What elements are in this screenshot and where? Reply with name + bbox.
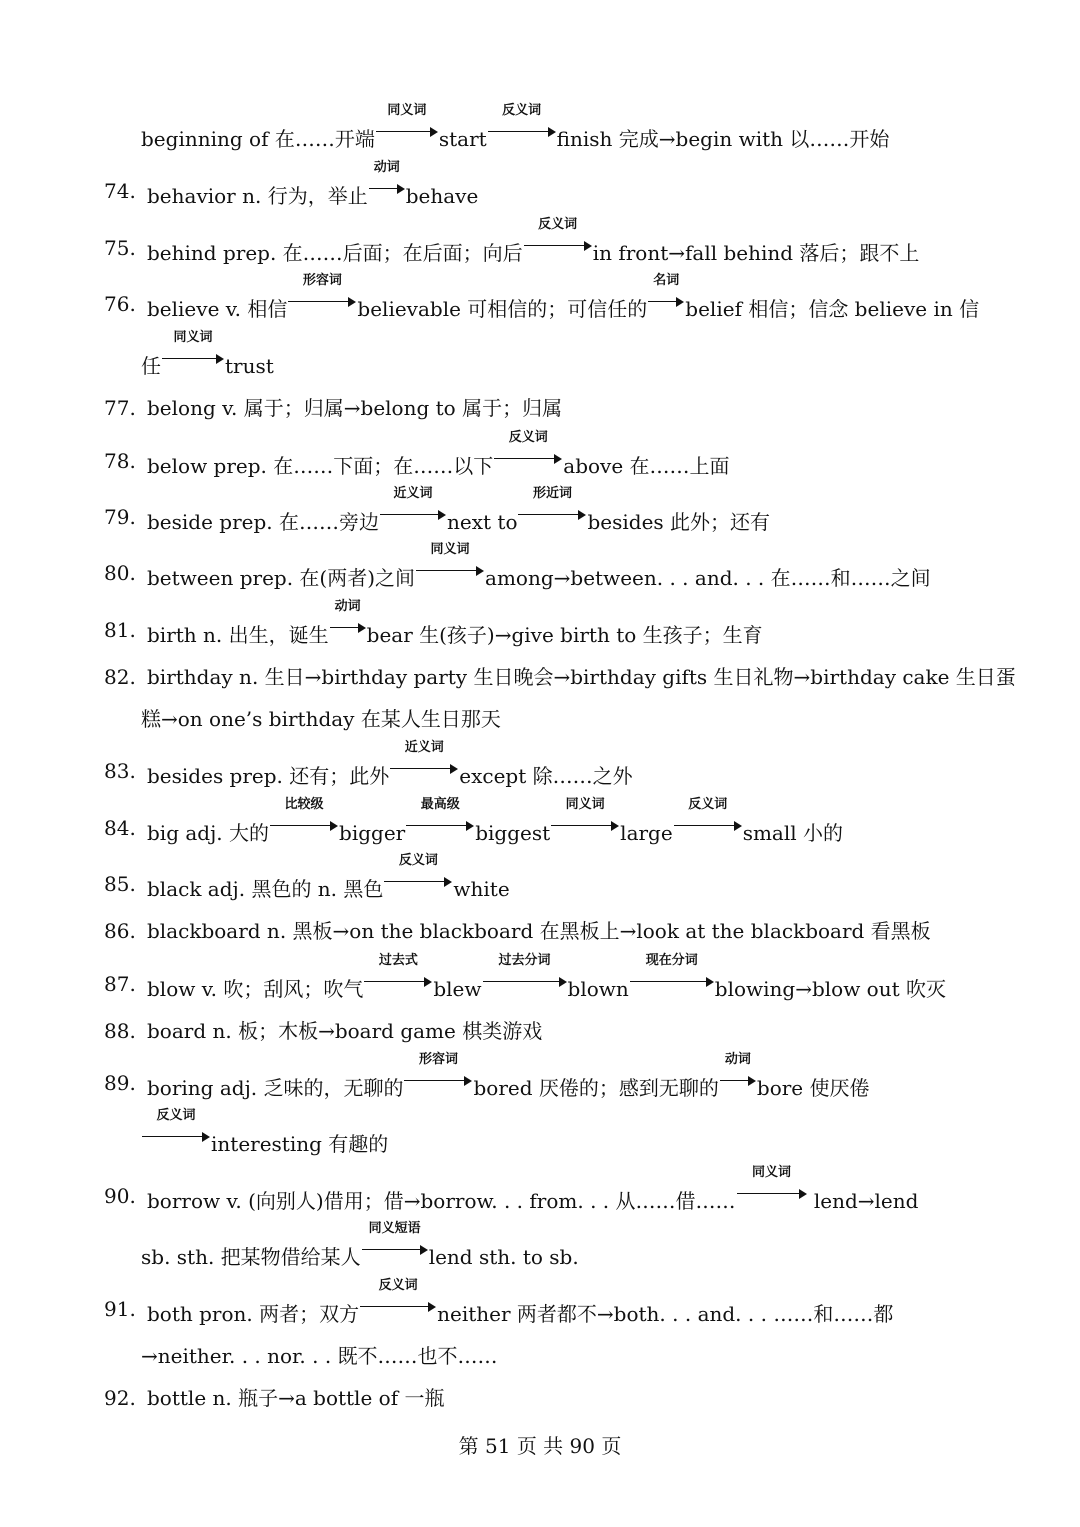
relation-label: 形容词 — [418, 1052, 458, 1067]
entry-segment: board n. 板；木板→board game 棋类游戏 — [147, 1019, 543, 1043]
entry-segment: below prep. 在……下面；在……以下 — [147, 454, 494, 478]
entry-text — [147, 1386, 444, 1410]
entry-number: 92. — [104, 1386, 136, 1410]
entry-segment: bored 厌倦的；感到无聊的 — [473, 1076, 719, 1100]
entry-segment: belief 相信；信念 believe in 信 — [685, 297, 980, 321]
entry-number: 86. — [104, 919, 136, 943]
relation-arrow-icon — [360, 1278, 436, 1321]
relation-label: 近义词 — [404, 740, 444, 755]
entry-text — [147, 1165, 919, 1213]
entry-segment: finish 完成→begin with 以……开始 — [556, 127, 890, 151]
entry-number: 90. — [104, 1184, 136, 1208]
relation-label: 同义词 — [173, 330, 213, 345]
relation-label: 同义词 — [565, 797, 605, 812]
entry-segment: lend sth. to sb. — [428, 1245, 579, 1269]
relation-arrow-icon — [416, 542, 484, 585]
entry-text — [147, 953, 946, 1001]
relation-arrow-icon — [380, 486, 446, 529]
relation-label: 过去式 — [378, 953, 418, 968]
entry-number: 75. — [104, 236, 136, 260]
entry-segment: behavior n. 行为，举止 — [147, 184, 368, 208]
entry-text — [147, 853, 510, 901]
relation-arrow-icon — [376, 103, 438, 146]
relation-arrow-icon — [488, 103, 556, 146]
entry-segment: believe v. 相信 — [147, 297, 288, 321]
entry-number: 91. — [104, 1297, 136, 1321]
entry-segment: besides 此外；还有 — [587, 510, 771, 534]
relation-arrow-icon — [404, 1052, 472, 1095]
entry-number: 77. — [104, 396, 136, 420]
relation-label: 形容词 — [302, 273, 342, 288]
entry-segment: bear 生(孩子)→give birth to 生孩子；生育 — [366, 623, 763, 647]
relation-label: 比较级 — [284, 797, 324, 812]
entry-text — [147, 665, 1016, 689]
entry-segment: above 在……上面 — [563, 454, 730, 478]
relation-label: 反义词 — [538, 217, 578, 232]
entry-number: 87. — [104, 972, 136, 996]
entry-segment: beside prep. 在……旁边 — [147, 510, 380, 534]
entry-segment: boring adj. 乏味的，无聊的 — [147, 1076, 404, 1100]
relation-arrow-icon — [648, 273, 684, 316]
entry-segment: behave — [405, 184, 479, 208]
entry-segment: black adj. 黑色的 n. 黑色 — [147, 877, 384, 901]
entry-text — [147, 797, 844, 845]
entry-segment: next to — [447, 510, 518, 534]
entry-segment: 糕→on one’s birthday 在某人生日那天 — [141, 707, 501, 731]
entry-segment: believable 可相信的；可信任的 — [357, 297, 648, 321]
relation-arrow-icon — [270, 797, 338, 840]
entry-text — [147, 217, 920, 265]
entry-segment: neither 两者都不→both. . . and. . . ……和……都 — [437, 1302, 894, 1326]
entry-text — [147, 430, 730, 478]
relation-label: 反义词 — [398, 853, 438, 868]
entry-segment: small 小的 — [742, 821, 844, 845]
entry-segment: trust — [225, 354, 274, 378]
entry-segment: behind prep. 在……后面；在后面；向后 — [147, 241, 523, 265]
entry-text — [147, 1052, 870, 1100]
relation-label: 反义词 — [508, 430, 548, 445]
entry-text — [147, 599, 763, 647]
entry-text — [141, 707, 501, 731]
entry-text — [147, 1278, 894, 1326]
relation-arrow-icon — [524, 217, 592, 260]
relation-arrow-icon — [330, 599, 366, 642]
entry-segment: between prep. 在(两者)之间 — [147, 566, 416, 590]
entry-number: 88. — [104, 1019, 136, 1043]
entry-segment: blow v. 吹；刮风；吹气 — [147, 977, 364, 1001]
entry-text — [141, 1221, 579, 1269]
entry-segment: bigger — [339, 821, 406, 845]
entry-number: 81. — [104, 618, 136, 642]
entry-segment: blown — [567, 977, 629, 1001]
entry-segment: birthday n. 生日→birthday party 生日晚会→birthday gifts 生日礼物→birthday cake 生日蛋 — [147, 665, 1016, 689]
entry-segment: blowing→blow out 吹灭 — [714, 977, 946, 1001]
entry-text — [147, 542, 931, 590]
entry-text — [141, 1108, 389, 1156]
relation-label: 反义词 — [156, 1108, 196, 1123]
relation-arrow-icon — [720, 1052, 756, 1095]
entry-number: 79. — [104, 505, 136, 529]
entry-segment: biggest — [475, 821, 551, 845]
entry-segment: large — [620, 821, 673, 845]
relation-arrow-icon — [518, 486, 586, 529]
entry-number: 84. — [104, 816, 136, 840]
relation-label: 最高级 — [420, 797, 460, 812]
entry-segment: besides prep. 还有；此外 — [147, 764, 390, 788]
relation-arrow-icon — [390, 740, 458, 783]
entry-number: 80. — [104, 561, 136, 585]
entry-segment: except 除……之外 — [459, 764, 633, 788]
entry-segment: birth n. 出生，诞生 — [147, 623, 329, 647]
relation-arrow-icon — [142, 1108, 210, 1151]
relation-arrow-icon — [406, 797, 474, 840]
relation-label: 反义词 — [378, 1278, 418, 1293]
entry-segment: borrow v. (向别人)借用；借→borrow. . . from. . . 从……借…… — [147, 1189, 736, 1213]
entry-segment: interesting 有趣的 — [211, 1132, 389, 1156]
entry-text — [147, 740, 633, 788]
relation-label: 同义词 — [387, 103, 427, 118]
relation-label: 反义词 — [688, 797, 728, 812]
entry-number: 83. — [104, 759, 136, 783]
relation-label: 同义短语 — [368, 1221, 421, 1236]
relation-label: 反义词 — [502, 103, 542, 118]
entry-segment: among→between. . . and. . . 在……和……之间 — [485, 566, 931, 590]
entry-segment: sb. sth. 把某物借给某人 — [141, 1245, 361, 1269]
entry-segment: →neither. . . nor. . . 既不……也不…… — [141, 1344, 498, 1368]
page-footer: 第 51 页 共 90 页 — [458, 1434, 622, 1458]
relation-arrow-icon — [494, 430, 562, 473]
entry-number: 85. — [104, 872, 136, 896]
relation-label: 同义词 — [751, 1165, 791, 1180]
entry-number: 76. — [104, 292, 136, 316]
relation-label: 过去分词 — [498, 953, 551, 968]
relation-label: 动词 — [724, 1052, 751, 1067]
relation-label: 同义词 — [430, 542, 470, 557]
relation-label: 近义词 — [393, 486, 433, 501]
entry-text — [147, 396, 562, 420]
relation-arrow-icon — [162, 330, 224, 373]
relation-arrow-icon — [630, 953, 714, 996]
relation-arrow-icon — [551, 797, 619, 840]
entry-number: 78. — [104, 449, 136, 473]
entry-text — [147, 160, 479, 208]
entry-segment: 任 — [141, 354, 161, 378]
entry-segment: blew — [433, 977, 482, 1001]
relation-arrow-icon — [364, 953, 432, 996]
entry-segment: both pron. 两者；双方 — [147, 1302, 360, 1326]
relation-arrow-icon — [288, 273, 356, 316]
relation-label: 动词 — [334, 599, 361, 614]
entry-text — [141, 330, 274, 378]
relation-arrow-icon — [737, 1165, 807, 1208]
entry-text — [141, 103, 890, 151]
relation-label: 名词 — [653, 273, 680, 288]
entry-text — [147, 273, 980, 321]
relation-arrow-icon — [362, 1221, 428, 1264]
relation-arrow-icon — [369, 160, 405, 203]
entry-text — [147, 919, 931, 943]
entry-segment: big adj. 大的 — [147, 821, 270, 845]
relation-arrow-icon — [483, 953, 567, 996]
entry-segment: belong v. 属于；归属→belong to 属于；归属 — [147, 396, 563, 420]
entry-segment: start — [438, 127, 487, 151]
entry-text — [147, 1019, 542, 1043]
entry-number: 89. — [104, 1071, 136, 1095]
relation-arrow-icon — [674, 797, 742, 840]
entry-segment: bottle n. 瓶子→a bottle of 一瓶 — [147, 1386, 445, 1410]
entry-text — [141, 1344, 498, 1368]
relation-label: 动词 — [373, 160, 400, 175]
entry-number: 74. — [104, 179, 136, 203]
relation-label: 形近词 — [532, 486, 572, 501]
entry-segment: blackboard n. 黑板→on the blackboard 在黑板上→look at the blackboard 看黑板 — [147, 919, 931, 943]
entry-segment: in front→fall behind 落后；跟不上 — [592, 241, 920, 265]
entry-segment: bore 使厌倦 — [756, 1076, 870, 1100]
entry-segment: white — [453, 877, 510, 901]
entry-number: 82. — [104, 665, 136, 689]
entry-segment: lend→lend — [807, 1189, 919, 1213]
entry-text — [147, 486, 771, 534]
relation-label: 现在分词 — [645, 953, 698, 968]
entry-segment: beginning of 在……开端 — [141, 127, 375, 151]
relation-arrow-icon — [384, 853, 452, 896]
